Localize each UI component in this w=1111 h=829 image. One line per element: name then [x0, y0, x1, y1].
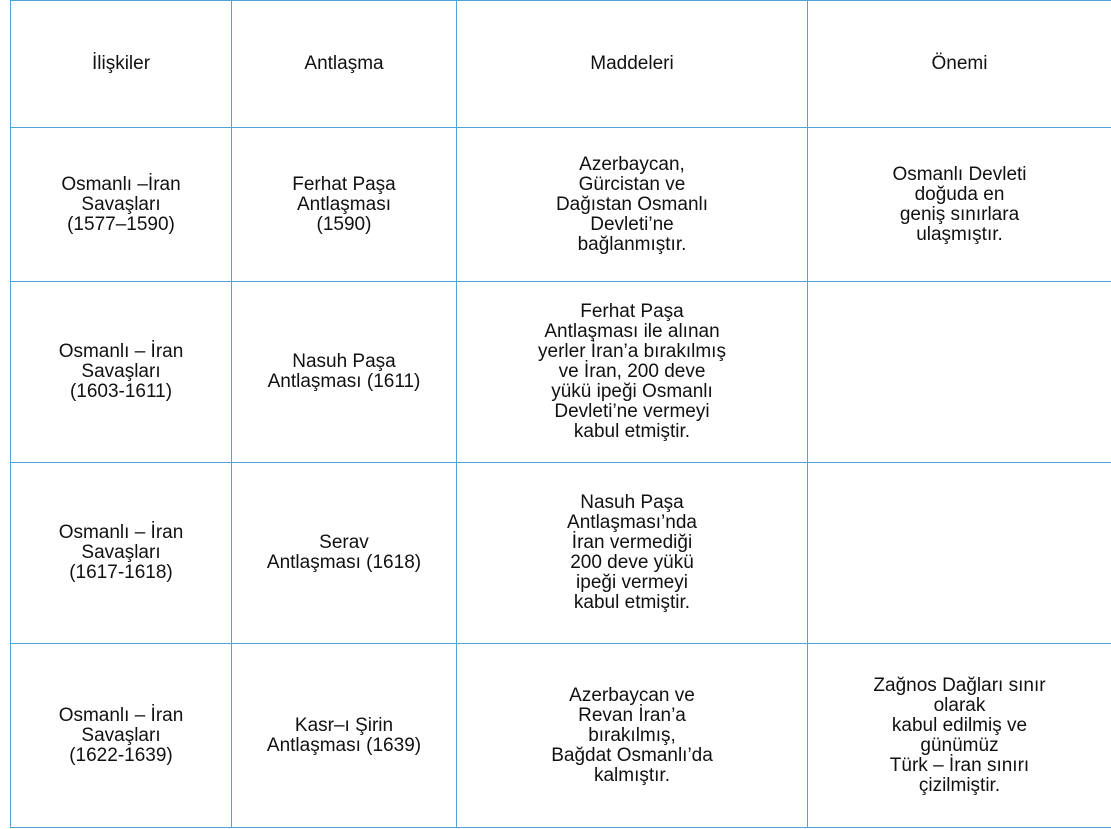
- cell-onemi: Zağnos Dağları sınır olarak kabul edilmiş ve günümüz Türk – İran sınırı çizilmiştir.: [808, 644, 1111, 828]
- cell-antlasma: Serav Antlaşması (1618): [232, 463, 457, 644]
- header-antlasma: Antlaşma: [232, 1, 457, 128]
- treaty-table: [10, 0, 1111, 828]
- table-header-row: [11, 1, 1111, 128]
- table-row: [11, 644, 1111, 828]
- table-row: [11, 128, 1111, 282]
- cell-maddeleri: Azerbaycan ve Revan İran’a bırakılmış, Bağdat Osmanlı’da kalmıştır.: [457, 644, 808, 828]
- cell-onemi: [808, 463, 1111, 644]
- cell-iliskiler: Osmanlı –İran Savaşları (1577–1590): [11, 128, 232, 282]
- header-onemi: Önemi: [808, 1, 1111, 128]
- header-iliskiler: İlişkiler: [11, 1, 232, 128]
- cell-antlasma: Ferhat Paşa Antlaşması (1590): [232, 128, 457, 282]
- table-row: [11, 463, 1111, 644]
- header-maddeleri: Maddeleri: [457, 1, 808, 128]
- cell-iliskiler: Osmanlı – İran Savaşları (1622-1639): [11, 644, 232, 828]
- cell-antlasma: Nasuh Paşa Antlaşması (1611): [232, 282, 457, 463]
- cell-maddeleri: Nasuh Paşa Antlaşması’nda İran vermediği 200 deve yükü ipeği vermeyi kabul etmiştir.: [457, 463, 808, 644]
- table-row: [11, 282, 1111, 463]
- treaty-table-container: [10, 0, 1111, 828]
- cell-onemi: [808, 282, 1111, 463]
- cell-maddeleri: Ferhat Paşa Antlaşması ile alınan yerler İran’a bırakılmış ve İran, 200 deve yükü ipeği Osmanlı Devleti’ne vermeyi kabul etmiştir.: [457, 282, 808, 463]
- cell-iliskiler: Osmanlı – İran Savaşları (1617-1618): [11, 463, 232, 644]
- cell-iliskiler: Osmanlı – İran Savaşları (1603-1611): [11, 282, 232, 463]
- cell-onemi: Osmanlı Devleti doğuda en geniş sınırlara ulaşmıştır.: [808, 128, 1111, 282]
- cell-maddeleri: Azerbaycan, Gürcistan ve Dağıstan Osmanlı Devleti’ne bağlanmıştır.: [457, 128, 808, 282]
- cell-antlasma: Kasr–ı Şirin Antlaşması (1639): [232, 644, 457, 828]
